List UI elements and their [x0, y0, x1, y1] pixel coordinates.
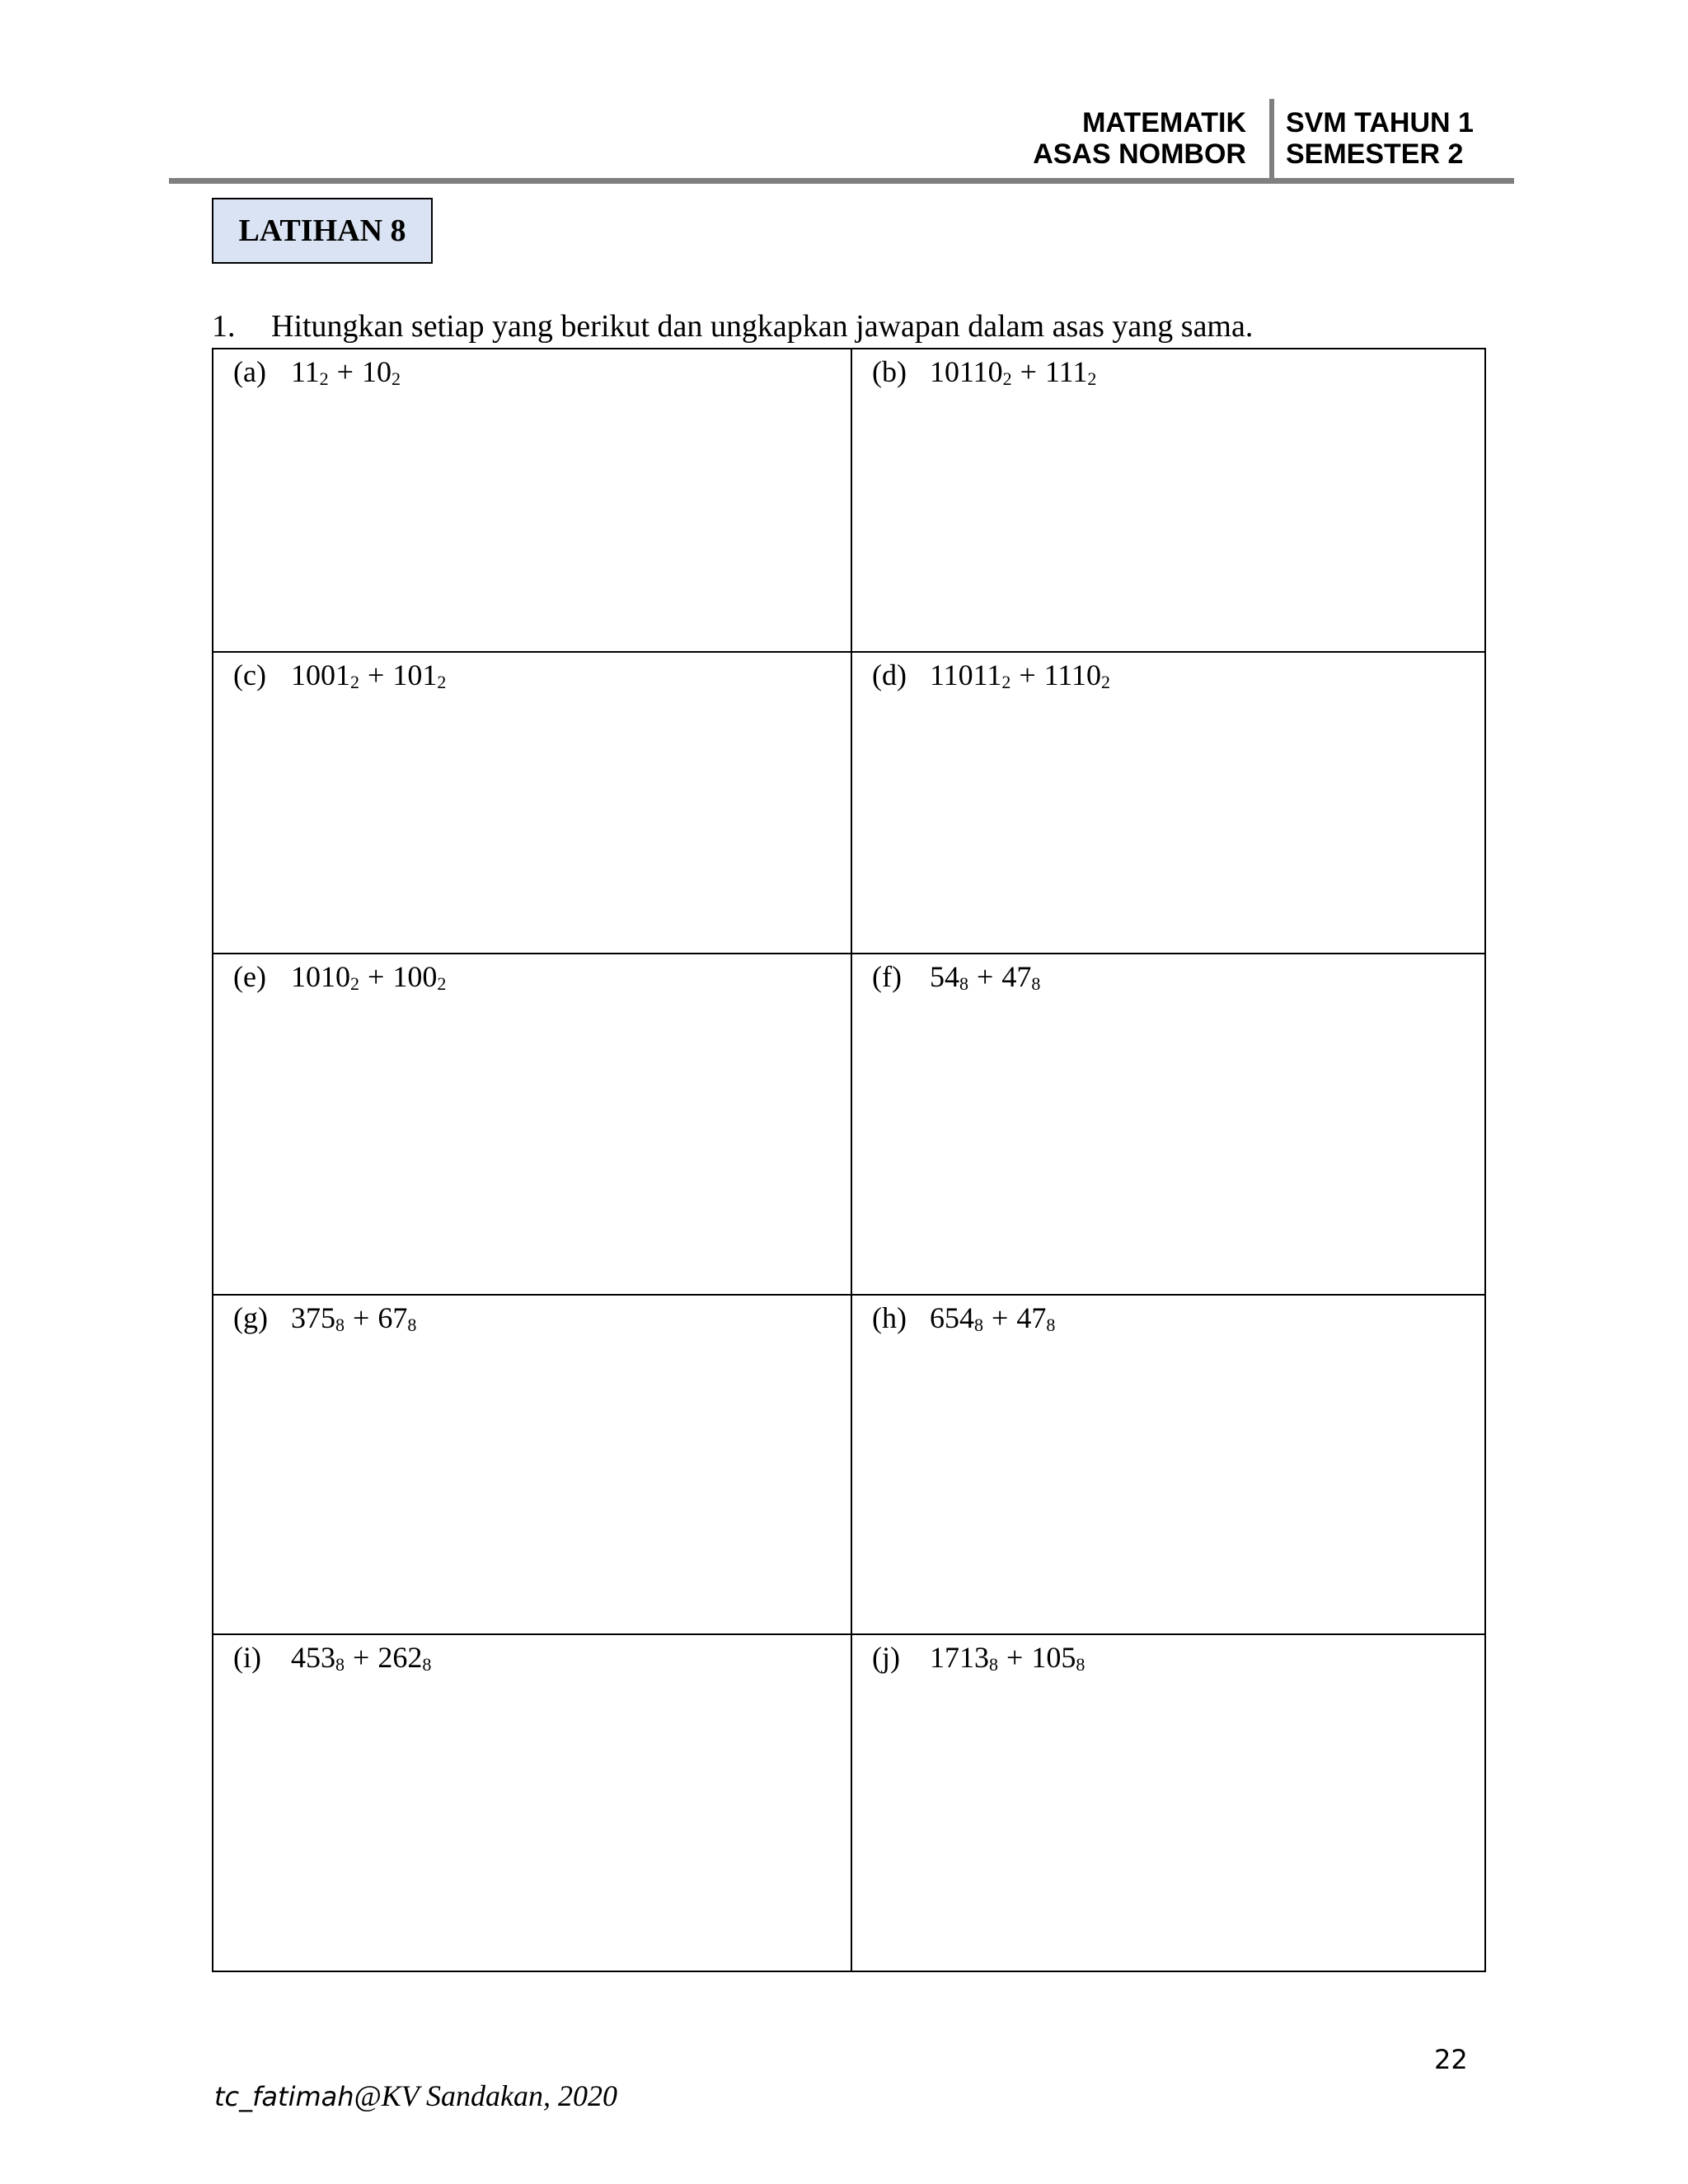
operand-2-base: 8	[1076, 1654, 1085, 1675]
plus-sign: +	[1019, 658, 1036, 691]
problem-label: (c)	[233, 658, 266, 691]
problem-label: (a)	[233, 355, 266, 388]
plus-sign: +	[368, 658, 385, 691]
operand-2-base: 2	[437, 672, 447, 692]
operand-1: 654	[930, 1301, 974, 1334]
problem-cell-f[interactable]	[852, 954, 1488, 1294]
problem-cell-i[interactable]	[213, 1635, 851, 1971]
header-left	[1033, 107, 1246, 170]
operand-2-base: 8	[407, 1315, 417, 1335]
header-semester: SEMESTER 2	[1286, 138, 1464, 170]
operand-2: 67	[377, 1301, 408, 1334]
problem-label: (i)	[233, 1641, 261, 1674]
problem-cell-j[interactable]	[852, 1635, 1488, 1971]
operand-1-base: 8	[335, 1654, 345, 1675]
problem-label: (g)	[233, 1301, 268, 1334]
operand-2-base: 8	[422, 1654, 432, 1675]
plus-sign: +	[353, 1301, 370, 1334]
operand-1-base: 8	[959, 973, 968, 994]
operand-1-base: 2	[350, 973, 359, 994]
problem-label: (f)	[872, 960, 902, 993]
plus-sign: +	[368, 960, 385, 993]
problem-cell-c[interactable]	[213, 653, 851, 953]
plus-sign: +	[1006, 1641, 1024, 1674]
plus-sign: +	[992, 1301, 1009, 1334]
operand-1: 1010	[291, 960, 350, 993]
operand-2-base: 2	[1087, 368, 1097, 389]
problem-label: (h)	[872, 1301, 907, 1334]
page-footer	[214, 2079, 617, 2113]
operand-1-base: 2	[1002, 368, 1012, 389]
operand-2-base: 2	[391, 368, 401, 389]
operand-2: 262	[377, 1641, 423, 1674]
plus-sign: +	[977, 960, 994, 993]
operand-1: 10110	[930, 355, 1003, 388]
operand-1: 375	[291, 1301, 335, 1334]
operand-1: 54	[930, 960, 959, 993]
operand-1-base: 8	[974, 1315, 983, 1335]
plus-sign: +	[353, 1641, 370, 1674]
problem-label: (e)	[233, 960, 266, 993]
answer-grid	[212, 348, 1486, 1972]
operand-1-base: 8	[989, 1654, 998, 1675]
operand-1-base: 2	[350, 672, 359, 692]
problem-cell-e[interactable]	[213, 954, 851, 1294]
footer-handle: tc_fatimah	[214, 2081, 354, 2112]
header-rule	[169, 178, 1514, 184]
operand-2: 100	[392, 960, 438, 993]
operand-2: 47	[1016, 1301, 1047, 1334]
operand-2-base: 8	[1046, 1315, 1056, 1335]
footer-credit: @KV Sandakan, 2020	[354, 2079, 617, 2112]
problem-cell-g[interactable]	[213, 1296, 851, 1633]
page-header	[169, 99, 1514, 181]
operand-1: 1713	[930, 1641, 989, 1674]
operand-1-base: 2	[1001, 672, 1011, 692]
plus-sign: +	[1020, 355, 1037, 388]
header-right	[1286, 107, 1474, 170]
operand-1-base: 8	[335, 1315, 345, 1335]
operand-2: 105	[1031, 1641, 1076, 1674]
operand-1-base: 2	[319, 368, 329, 389]
header-divider	[1269, 99, 1274, 181]
exercise-title: LATIHAN 8	[238, 213, 406, 248]
operand-1: 1001	[291, 658, 350, 691]
problem-cell-h[interactable]	[852, 1296, 1488, 1633]
question-number: 1.	[212, 309, 236, 344]
problem-cell-b[interactable]	[852, 349, 1488, 651]
problem-label: (j)	[872, 1641, 900, 1674]
operand-2: 47	[1001, 960, 1032, 993]
header-topic: ASAS NOMBOR	[1033, 138, 1246, 170]
operand-1: 11011	[930, 658, 1002, 691]
plus-sign: +	[336, 355, 354, 388]
question-text: Hitungkan setiap yang berikut dan ungkapkan jawapan dalam asas yang sama.	[271, 309, 1254, 344]
problem-label: (b)	[872, 355, 907, 388]
problem-cell-d[interactable]	[852, 653, 1488, 953]
problem-cell-a[interactable]	[213, 349, 851, 651]
page-number: 22	[1434, 2044, 1468, 2075]
operand-2: 1110	[1043, 658, 1101, 691]
operand-1: 11	[291, 355, 320, 388]
operand-1: 453	[291, 1641, 335, 1674]
operand-2: 10	[361, 355, 392, 388]
header-course: SVM TAHUN 1	[1286, 107, 1474, 138]
operand-2-base: 8	[1031, 973, 1041, 994]
header-subject: MATEMATIK	[1082, 107, 1246, 138]
exercise-title-box	[212, 198, 433, 264]
operand-2-base: 2	[437, 973, 447, 994]
operand-2: 111	[1044, 355, 1088, 388]
question-instruction	[212, 308, 1253, 344]
operand-2: 101	[392, 658, 438, 691]
problem-label: (d)	[872, 658, 907, 691]
operand-2-base: 2	[1100, 672, 1110, 692]
